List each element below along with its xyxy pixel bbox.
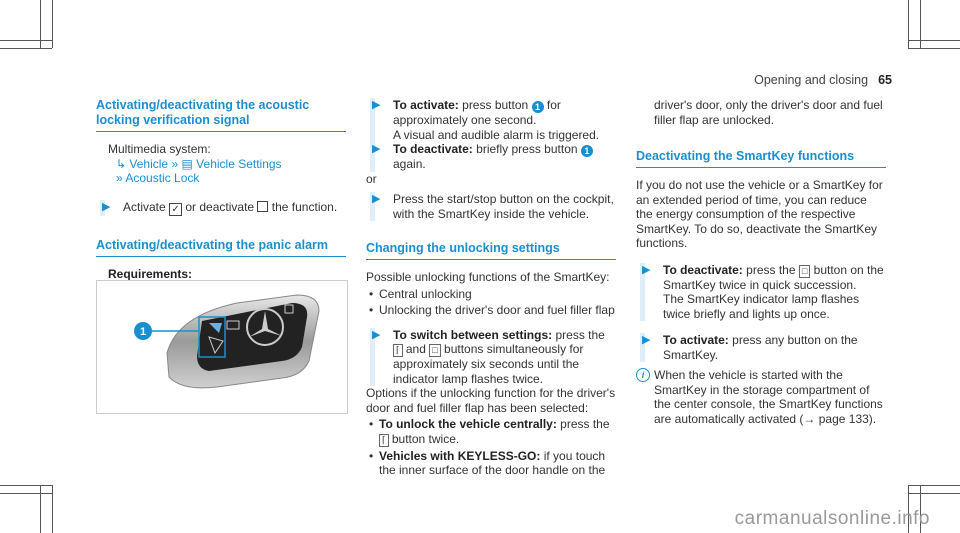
step-deactivate-alarm <box>370 142 616 172</box>
step-text: press the <box>746 262 796 277</box>
step-label: To deactivate: <box>663 262 743 277</box>
crop-mark <box>0 493 52 494</box>
paragraph: If you do not use the vehicle or a SmartKey for an extended period of time, you can reduce the energy consumption of the respective SmartKey. To do so, deactivate the SmartKey functions. <box>636 178 883 250</box>
column-2 <box>366 98 616 480</box>
path-acoustic-lock[interactable]: Acoustic Lock <box>125 171 200 185</box>
path-vehicle-settings[interactable]: Vehicle Settings <box>196 156 282 171</box>
lock-button-icon: □ <box>429 344 440 357</box>
crop-mark <box>908 40 960 41</box>
requirements-label: Requirements: <box>108 266 193 281</box>
path-arrow-icon: ↳ <box>116 156 127 171</box>
note <box>636 368 886 426</box>
item-text: press the <box>560 417 610 431</box>
step-text: press any button on the SmartKey. <box>663 333 858 362</box>
list-item: • Unlocking the driver's door and fuel filler flap <box>366 303 616 318</box>
system-label: Multimedia system: <box>108 142 211 156</box>
crop-mark <box>0 48 52 49</box>
step-label: To deactivate: <box>393 142 473 156</box>
paragraph: driver's door, only the driver's door and fuel filler flap are unlocked. <box>654 98 883 127</box>
step-arrow-icon: ▶ <box>642 263 651 276</box>
page-header <box>754 73 892 87</box>
step-text: briefly press button <box>476 142 578 156</box>
step-switch-settings <box>370 328 616 387</box>
column-1 <box>96 98 346 300</box>
callout-1-icon: 1 <box>581 145 593 157</box>
step-text: for approximately one second. <box>393 98 561 127</box>
paragraph: Possible unlocking functions of the SmartKey: <box>366 270 610 284</box>
item-label: Vehicles with KEYLESS-GO: <box>379 448 541 463</box>
path-vehicle[interactable]: Vehicle <box>129 156 169 171</box>
crop-mark <box>908 485 960 486</box>
step-text: or deactivate <box>185 199 255 214</box>
crop-mark <box>0 485 52 486</box>
step-arrow-icon: ▶ <box>372 99 381 111</box>
callout-1-icon: 1 <box>532 101 544 113</box>
item-text: button twice. <box>391 431 460 446</box>
step-text: Press the start/stop button on the cockpit, with the SmartKey inside the vehicle. <box>393 192 614 221</box>
smartkey-illustration <box>97 281 347 413</box>
callout-label: 1 <box>139 326 147 338</box>
crop-mark <box>908 48 960 49</box>
double-chevron-icon: » <box>116 171 123 185</box>
step-text: button on the SmartKey twice in quick succession. <box>663 262 884 292</box>
or-text: or <box>366 171 377 186</box>
column-3 <box>636 98 886 426</box>
checkbox-checked-icon: ✓ <box>169 203 182 216</box>
info-icon: i <box>636 368 650 382</box>
step-arrow-icon: ▶ <box>372 328 381 341</box>
step-text: press button <box>462 98 529 112</box>
step-arrow-icon: ▶ <box>642 334 651 346</box>
crop-mark <box>908 493 960 494</box>
step-text: and <box>405 342 426 356</box>
step-text: again. <box>393 157 426 171</box>
page-number: 65 <box>878 73 892 87</box>
step-arrow-icon: ▶ <box>372 143 381 155</box>
section-heading-acoustic: Activating/deactivating the acoustic locking verification signal <box>96 98 346 132</box>
crop-mark <box>0 40 52 41</box>
smartkey-figure <box>96 280 348 414</box>
item-text: if you touch the inner surface of the door handle on the <box>379 448 606 477</box>
double-chevron-icon: » <box>171 156 179 171</box>
unlock-button-icon: ⌈ <box>379 434 389 447</box>
checkbox-empty-icon <box>257 201 268 212</box>
list-item-keyless-go <box>366 449 616 478</box>
crop-mark <box>52 0 53 48</box>
note-text: When the vehicle is started with the SmartKey in the storage compartment of the center console, the SmartKey functions are automatically activated (→ page 133). <box>654 368 883 426</box>
watermark: carmanualsonline.info <box>734 508 930 529</box>
step-activate-smartkey <box>640 333 886 362</box>
menu-path <box>96 142 346 186</box>
step-text: buttons simultaneously for approximately six seconds until the indicator lamp flashes twice. <box>393 342 584 386</box>
step-result: A visual and audible alarm is triggered. <box>393 127 600 142</box>
step-result: The SmartKey indicator lamp flashes twice briefly and lights up once. <box>663 292 860 321</box>
section-heading-smartkey: Deactivating the SmartKey functions <box>636 149 886 168</box>
header-title: Opening and closing <box>754 73 869 87</box>
list-item-unlock-central <box>366 417 616 447</box>
section-heading-panic: Activating/deactivating the panic alarm <box>96 238 346 257</box>
item-label: To unlock the vehicle centrally: <box>379 417 557 431</box>
step-label: To activate: <box>663 333 729 347</box>
paragraph: Options if the unlocking function for the driver's door and fuel filler flap has been selected: <box>366 386 616 415</box>
step-text: the function. <box>271 199 338 214</box>
step-deactivate-smartkey <box>640 263 886 322</box>
crop-mark <box>52 485 53 533</box>
list-item: • Central unlocking <box>366 287 616 302</box>
car-settings-icon: ▤ <box>181 156 193 171</box>
step-text: Activate <box>123 199 166 214</box>
step-label: To activate: <box>393 98 459 112</box>
step-arrow-icon: ▶ <box>102 200 111 213</box>
step-text: press the <box>555 327 605 342</box>
step-start-stop <box>370 192 616 221</box>
unlock-button-icon: ⌈ <box>393 344 403 357</box>
step-label: To switch between settings: <box>393 327 553 342</box>
step-activate-alarm <box>370 98 616 142</box>
section-heading-unlocking: Changing the unlocking settings <box>366 241 616 260</box>
step-activate <box>100 200 346 216</box>
step-arrow-icon: ▶ <box>372 193 381 205</box>
lock-button-icon: □ <box>799 265 810 278</box>
